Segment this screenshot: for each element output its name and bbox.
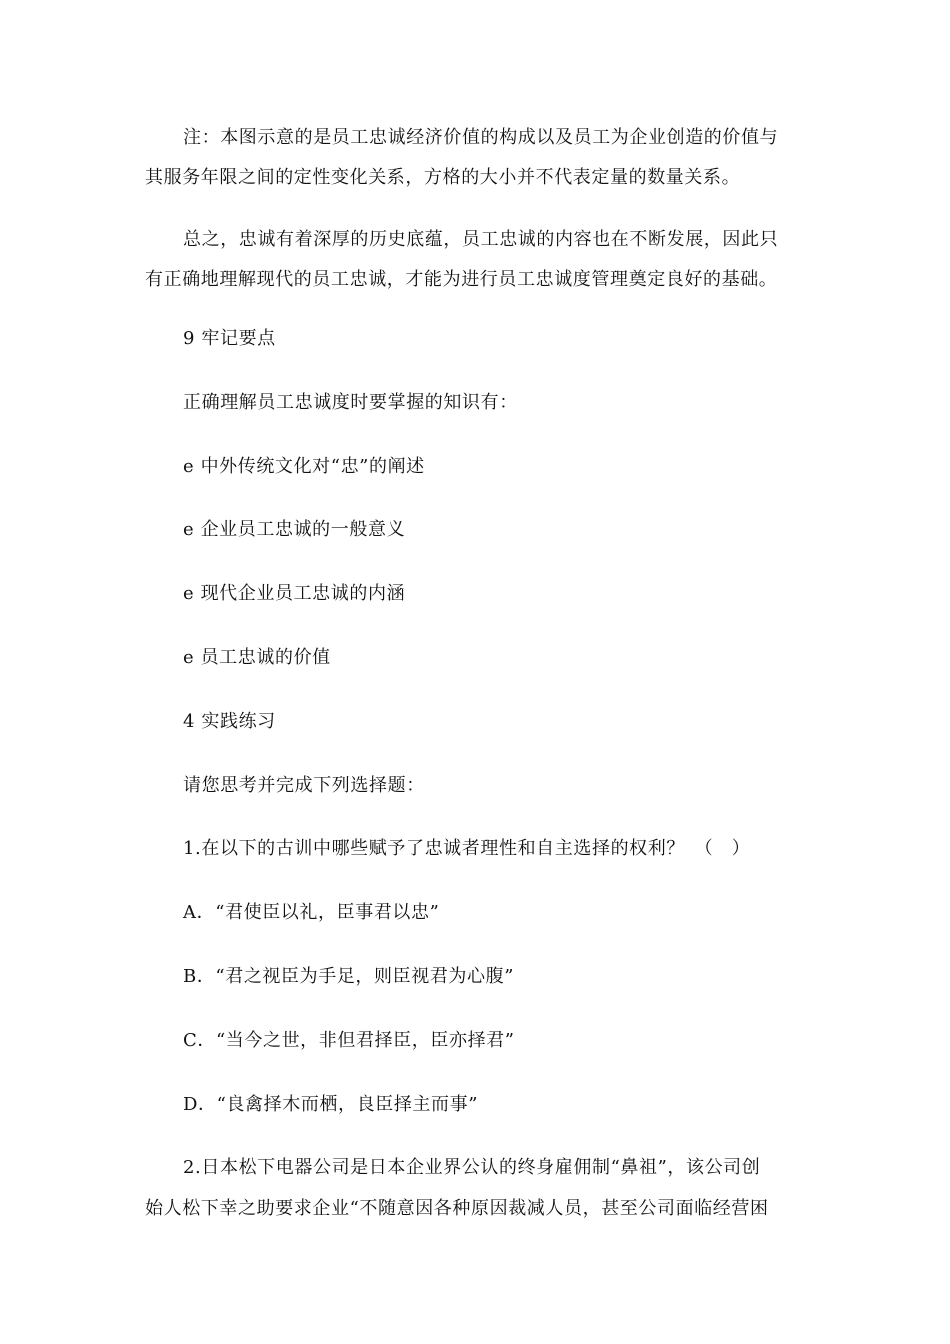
summary-paragraph-line-2: 有正确地理解现代的员工忠诚，才能为进行员工忠诚度管理奠定良好的基础。 — [145, 269, 778, 290]
question-1-option-a: A．“君使臣以礼，臣事君以忠” — [183, 902, 440, 923]
key-point-item: e 员工忠诚的价值 — [183, 647, 331, 668]
key-points-intro: 正确理解员工忠诚度时要掌握的知识有： — [183, 392, 518, 413]
key-point-item: e 现代企业员工忠诚的内涵 — [183, 583, 406, 604]
note-paragraph-line-2: 其服务年限之间的定性变化关系，方格的大小并不代表定量的数量关系。 — [145, 167, 741, 188]
note-paragraph-line-1: 注：本图示意的是员工忠诚经济价值的构成以及员工为企业创造的价值与 — [183, 127, 779, 148]
question-2-line-1: 2.日本松下电器公司是日本企业界公认的终身雇佣制“鼻祖”，该公司创 — [183, 1157, 761, 1178]
question-1-stem: 1.在以下的古训中哪些赋予了忠诚者理性和自主选择的权利？ （ ） — [183, 838, 751, 859]
practice-heading: 4 实践练习 — [183, 711, 276, 732]
summary-paragraph-line-1: 总之，忠诚有着深厚的历史底蕴，员工忠诚的内容也在不断发展，因此只 — [183, 229, 779, 250]
question-2-line-2: 始人松下幸之助要求企业“不随意因各种原因裁减人员，甚至公司面临经营困 — [145, 1198, 769, 1219]
key-point-item: e 企业员工忠诚的一般意义 — [183, 519, 406, 540]
question-1-option-d: D．“良禽择木而栖，良臣择主而事” — [183, 1094, 479, 1115]
key-point-item: e 中外传统文化对“忠”的阐述 — [183, 456, 425, 477]
question-1-option-b: B．“君之视臣为手足，则臣视君为心腹” — [183, 966, 515, 987]
practice-intro: 请您思考并完成下列选择题： — [183, 775, 425, 796]
question-1-option-c: C．“当今之世，非但君择臣，臣亦择君” — [183, 1030, 515, 1051]
key-points-heading: 9 牢记要点 — [183, 328, 276, 349]
